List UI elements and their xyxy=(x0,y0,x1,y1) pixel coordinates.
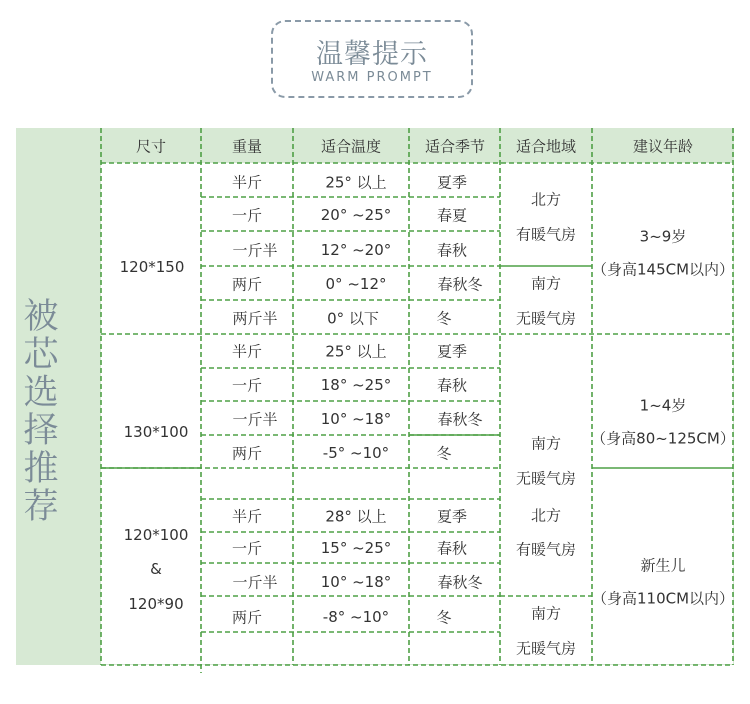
region-cell: 无暖气房 xyxy=(515,309,577,328)
side-char: 择 xyxy=(23,411,59,451)
season-cell: 春秋冬 xyxy=(437,410,483,429)
title-en: WARM PROMPT xyxy=(311,70,433,85)
season-cell: 春秋冬 xyxy=(437,275,483,294)
title-cn: 温馨提示 xyxy=(316,39,428,70)
temp-cell: 20° ~25° xyxy=(320,206,392,224)
header-size: 尺寸 xyxy=(135,137,167,156)
temp-cell: 28° 以上 xyxy=(325,507,387,526)
age-cell: 新生儿 xyxy=(640,556,686,575)
age-cell: 3~9岁 xyxy=(639,227,687,246)
side-char: 推 xyxy=(23,449,59,489)
weight-cell: 一斤半 xyxy=(232,241,278,260)
size-cell: 130*100 xyxy=(123,423,189,441)
region-cell: 无暖气房 xyxy=(515,639,577,658)
region-cell: 有暖气房 xyxy=(515,225,577,244)
weight-cell: 一斤半 xyxy=(232,573,278,592)
age-cell: （身高80~125CM） xyxy=(591,429,735,448)
weight-cell: 一斤 xyxy=(231,206,263,225)
season-cell: 春秋 xyxy=(436,539,468,558)
temp-cell: 10° ~18° xyxy=(320,573,392,591)
weight-cell: 两斤半 xyxy=(232,309,278,328)
season-cell: 冬 xyxy=(436,309,452,328)
age-cell: （身高145CM以内） xyxy=(591,260,735,279)
weight-cell: 半斤 xyxy=(231,173,263,192)
temp-cell: 10° ~18° xyxy=(320,410,392,428)
header-temp: 适合温度 xyxy=(320,137,382,156)
temp-cell: -5° ~10° xyxy=(322,444,390,462)
header-region: 适合地域 xyxy=(515,137,577,156)
age-cell: （身高110CM以内） xyxy=(591,589,735,608)
region-cell: 南方 xyxy=(530,274,562,293)
temp-cell: 18° ~25° xyxy=(320,376,392,394)
size-cell: & xyxy=(150,560,162,578)
temp-cell: -8° ~10° xyxy=(322,608,390,626)
size-cell: 120*100 xyxy=(123,526,189,544)
temp-cell: 0° 以下 xyxy=(327,309,379,328)
season-cell: 春秋冬 xyxy=(437,573,483,592)
weight-cell: 半斤 xyxy=(231,507,263,526)
weight-cell: 两斤 xyxy=(231,608,263,627)
side-char: 芯 xyxy=(23,335,59,375)
age-cell: 1~4岁 xyxy=(639,396,687,415)
size-cell: 120*90 xyxy=(128,595,184,613)
region-cell: 有暖气房 xyxy=(515,540,577,559)
weight-cell: 一斤半 xyxy=(232,410,278,429)
side-char: 荐 xyxy=(23,487,59,527)
weight-cell: 一斤 xyxy=(231,539,263,558)
temp-cell: 25° 以上 xyxy=(325,342,387,361)
weight-cell: 半斤 xyxy=(231,342,263,361)
season-cell: 夏季 xyxy=(436,342,468,361)
temp-cell: 15° ~25° xyxy=(320,539,392,557)
season-cell: 冬 xyxy=(436,444,452,463)
weight-cell: 两斤 xyxy=(231,444,263,463)
season-cell: 夏季 xyxy=(436,507,468,526)
side-char: 被 xyxy=(23,297,59,337)
header-season: 适合季节 xyxy=(424,137,486,156)
size-cell: 120*150 xyxy=(119,258,185,276)
season-cell: 冬 xyxy=(436,608,452,627)
weight-cell: 两斤 xyxy=(231,275,263,294)
temp-cell: 25° 以上 xyxy=(325,173,387,192)
season-cell: 春秋 xyxy=(436,376,468,395)
region-cell: 南方 xyxy=(530,604,562,623)
temp-cell: 0° ~12° xyxy=(325,275,387,293)
season-cell: 春夏 xyxy=(436,206,468,225)
temp-cell: 12° ~20° xyxy=(320,241,392,259)
side-char: 选 xyxy=(23,373,59,413)
header-weight: 重量 xyxy=(231,137,263,156)
header-age: 建议年龄 xyxy=(632,137,694,156)
season-cell: 春秋 xyxy=(436,241,468,260)
season-cell: 夏季 xyxy=(436,173,468,192)
region-cell: 南方 xyxy=(530,434,562,453)
weight-cell: 一斤 xyxy=(231,376,263,395)
region-cell: 北方 xyxy=(530,190,562,209)
region-cell: 北方 xyxy=(530,506,562,525)
region-cell: 无暖气房 xyxy=(515,469,577,488)
